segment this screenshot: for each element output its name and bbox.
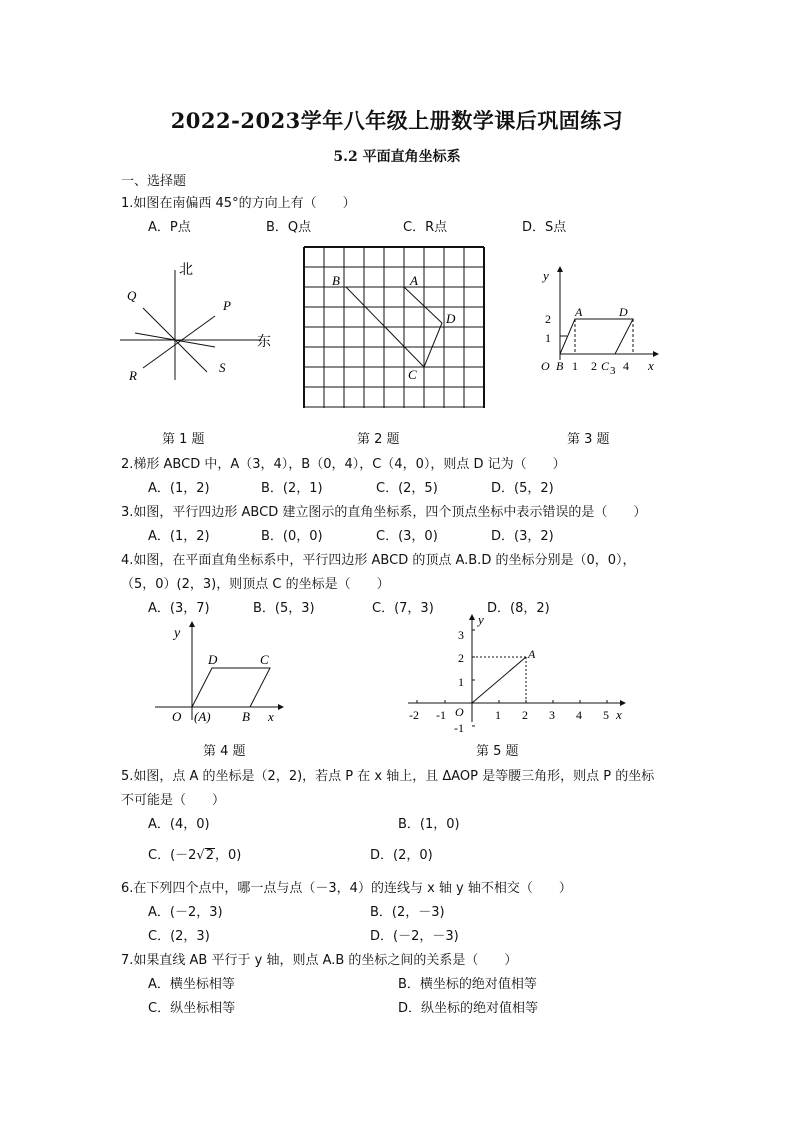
question-4-stem-line2: （5，0）(2，3)，则顶点 C 的坐标是（ ） xyxy=(121,577,390,592)
caption-fig1: 第 1 题 xyxy=(162,432,205,447)
q1-option-c[interactable]: C．R点 xyxy=(403,220,448,235)
q5-option-c-suffix: ，0) xyxy=(215,848,242,863)
y-label: y xyxy=(174,626,181,641)
xtick-2: 2 xyxy=(591,359,597,373)
figure-2-grid xyxy=(300,243,490,408)
q7-option-a[interactable]: A．横坐标相等 xyxy=(148,977,235,992)
s-label: S xyxy=(219,360,226,375)
q6-option-d[interactable]: D．(－2，－3) xyxy=(370,929,459,944)
q7-option-d[interactable]: D．纵坐标的绝对值相等 xyxy=(398,1001,539,1016)
q5-option-c-prefix: C．(－2 xyxy=(148,848,197,863)
q5-option-b[interactable]: B．(1，0) xyxy=(398,817,460,832)
x-label: x xyxy=(648,358,654,373)
q2-option-a[interactable]: A．(1，2) xyxy=(148,481,210,496)
xtick-4: 4 xyxy=(576,708,582,722)
origin-label: O xyxy=(455,705,464,719)
point-a-label: A xyxy=(528,647,536,661)
sqrt-sign-icon: √ xyxy=(196,848,205,863)
xtick-b: B xyxy=(556,359,564,373)
xtick-neg1: -1 xyxy=(436,708,446,722)
ytick-1: 1 xyxy=(458,675,464,689)
segment-oa xyxy=(472,657,526,703)
q3-option-c[interactable]: C．(3，0) xyxy=(376,529,438,544)
x-label: x xyxy=(616,707,622,722)
q5-option-c-radicand: 2 xyxy=(205,848,214,863)
ytick-2: 2 xyxy=(458,651,464,665)
ytick-3: 3 xyxy=(458,628,464,642)
grid-lines xyxy=(304,247,484,408)
xtick-2: 2 xyxy=(522,708,528,722)
question-7-stem: 7.如果直线 AB 平行于 y 轴，则点 A.B 的坐标之间的关系是（ ） xyxy=(121,953,518,968)
q6-option-b[interactable]: B．(2，－3) xyxy=(370,905,445,920)
ytick-1: 1 xyxy=(545,331,551,345)
question-3-stem: 3.如图，平行四边形 ABCD 建立图示的直角坐标系，四个顶点坐标中表示错误的是（ ） xyxy=(121,505,647,520)
figure-3-coordinate xyxy=(515,262,665,377)
figure-4-parallelogram xyxy=(150,615,290,730)
caption-fig2: 第 2 题 xyxy=(357,432,400,447)
ytick-2: 2 xyxy=(545,312,551,326)
section-heading: 一、选择题 xyxy=(121,174,187,189)
q7-option-b[interactable]: B．横坐标的绝对值相等 xyxy=(398,977,537,992)
xtick-1: 1 xyxy=(572,359,578,373)
label-a: A xyxy=(410,273,418,288)
question-5-stem-line1: 5.如图，点 A 的坐标是（2，2)，若点 P 在 x 轴上，且 ΔAOP 是等腰三角形，则点 P 的坐标 xyxy=(121,769,655,784)
point-a-label: A xyxy=(575,305,583,319)
q4-option-d[interactable]: D．(8，2) xyxy=(487,601,550,616)
question-1-stem: 1.如图在南偏西 45°的方向上有（ ） xyxy=(121,196,356,211)
ray-r-p xyxy=(143,316,215,368)
xtick-3: 3 xyxy=(549,708,555,722)
q5-option-c[interactable] xyxy=(148,844,241,863)
xtick-c: C xyxy=(601,359,610,373)
x-label: x xyxy=(268,709,274,724)
q6-option-a[interactable]: A．(－2，3) xyxy=(148,905,223,920)
q3-option-b[interactable]: B．(0，0) xyxy=(261,529,323,544)
label-c: C xyxy=(260,652,269,667)
xtick-5: 5 xyxy=(603,708,609,722)
question-5-stem-line2: 不可能是（ ） xyxy=(121,793,226,808)
xtick-1: 1 xyxy=(495,708,501,722)
ytick-neg1: -1 xyxy=(454,721,464,735)
north-label: 北 xyxy=(179,263,193,278)
origin-label: O xyxy=(541,359,550,373)
xtick-neg2: -2 xyxy=(409,708,419,722)
q2-option-d[interactable]: D．(5，2) xyxy=(491,481,554,496)
q5-option-d[interactable]: D．(2，0) xyxy=(370,848,433,863)
point-d-label: D xyxy=(619,305,628,319)
q3-option-d[interactable]: D．(3，2) xyxy=(491,529,554,544)
parallelogram xyxy=(560,319,633,354)
q6-option-c[interactable]: C．(2，3) xyxy=(148,929,210,944)
q4-option-c[interactable]: C．(7，3) xyxy=(372,601,434,616)
q4-option-b[interactable]: B．(5，3) xyxy=(253,601,315,616)
page-title: 2022-2023学年八年级上册数学课后巩固练习 xyxy=(170,108,624,133)
q2-option-b[interactable]: B．(2，1) xyxy=(261,481,323,496)
question-2-stem: 2.梯形 ABCD 中，A（3，4），B（0，4），C（4，0），则点 D 记为（ ） xyxy=(121,457,566,472)
q5-option-a[interactable]: A．(4，0) xyxy=(148,817,210,832)
q7-option-c[interactable]: C．纵坐标相等 xyxy=(148,1001,236,1016)
xtick-3: 3 xyxy=(610,365,616,377)
p-label: P xyxy=(223,298,231,313)
figure-5-coordinate xyxy=(400,612,635,737)
question-6-stem: 6.在下列四个点中，哪一点与点（－3，4）的连线与 x 轴 y 轴不相交（ ） xyxy=(121,881,572,896)
q2-option-c[interactable]: C．(2，5) xyxy=(376,481,438,496)
question-4-stem-line1: 4.如图，在平面直角坐标系中，平行四边形 ABCD 的顶点 A.B.D 的坐标分别是（0，0）， xyxy=(121,553,636,568)
label-d: D xyxy=(208,652,218,667)
east-label: 东 xyxy=(257,335,271,350)
xtick-4: 4 xyxy=(623,359,629,373)
q4-option-a[interactable]: A．(3，7) xyxy=(148,601,210,616)
label-b: B xyxy=(332,273,340,288)
caption-fig3: 第 3 题 xyxy=(567,432,610,447)
page-subtitle: 5.2 平面直角坐标系 xyxy=(333,149,461,165)
caption-fig5: 第 5 题 xyxy=(476,744,519,759)
label-d: D xyxy=(446,311,456,326)
r-label: R xyxy=(129,368,137,383)
q1-option-b[interactable]: B．Q点 xyxy=(266,220,312,235)
y-label: y xyxy=(543,268,549,283)
label-b: B xyxy=(242,709,250,724)
q1-option-d[interactable]: D．S点 xyxy=(522,220,567,235)
label-c: C xyxy=(408,367,417,382)
q1-option-a[interactable]: A．P点 xyxy=(148,220,191,235)
parallelogram xyxy=(192,668,270,707)
y-label: y xyxy=(478,612,484,627)
q3-option-a[interactable]: A．(1，2) xyxy=(148,529,210,544)
caption-fig4: 第 4 题 xyxy=(203,744,246,759)
figure-1-compass xyxy=(115,258,280,388)
q-label: Q xyxy=(127,288,137,303)
label-a: (A) xyxy=(194,709,211,724)
origin-label: O xyxy=(172,709,182,724)
